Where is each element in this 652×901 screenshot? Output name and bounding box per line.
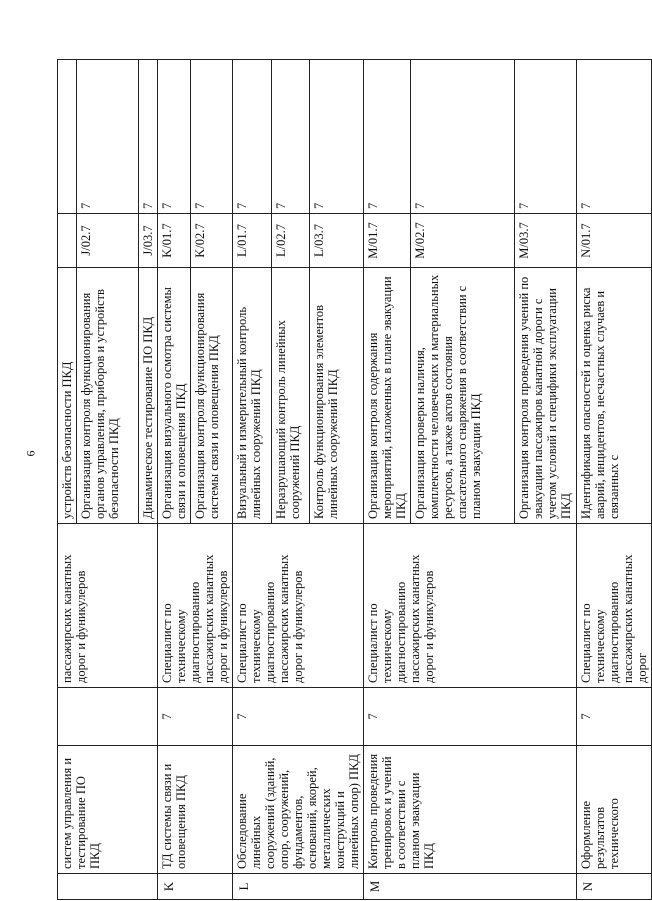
qualification: Специалист по техническому диагностированию пассажирских канатных дорог и фуникулеров [158,524,233,688]
functions-table [57,59,652,900]
functions-table-rotated [57,60,649,900]
qualification: Специалист по техническому диагностированию пассажирских канатных дорог [577,524,652,688]
function-level [58,688,158,746]
qualification: Специалист по техническому диагностированию пассажирских канатных дорог и фуникулеров [364,524,577,688]
generalized-function: Оформление результатов технического [577,746,652,874]
qualification: пассажирских канатных дорог и фуникулеров [58,524,158,688]
labor-function-code: L/03.7 [310,214,364,268]
labor-function-level: 7 [191,60,233,214]
labor-function-level [58,60,77,214]
labor-function-level: 7 [158,60,191,214]
labor-function: Неразрушающий контроль линейных сооружений ПКД [271,268,310,524]
labor-function-code: M/02.7 [411,214,515,268]
labor-function: Организация контроля функционирования органов управления, приборов и устройств безопасности ПКД [77,268,139,524]
labor-function: Идентификация опасностей и оценка риска аварий, инцидентов, несчастных случаев и связанных с [577,268,652,524]
labor-function-level: 7 [577,60,652,214]
function-level: 7 [158,688,233,746]
labor-function: Организация контроля проведения учений по эвакуации пассажиров канатной дороги с учетом условий и специфики эксплуатации ПКД [515,268,577,524]
generalized-function: Контроль проведения тренировок и учений в соответствии с планом эвакуации ПКД [364,746,577,874]
labor-function: Контроль функционирования элементов линейных сооружений ПКД [310,268,364,524]
labor-function-level: 7 [411,60,515,214]
row-code [58,874,158,900]
labor-function-code: K/02.7 [191,214,233,268]
row-code: N [577,874,652,900]
labor-function-code: L/01.7 [233,214,272,268]
labor-function: устройств безопасности ПКД [58,268,77,524]
labor-function-code: M/01.7 [364,214,411,268]
table-row [58,60,77,900]
labor-function-level: 7 [233,60,272,214]
labor-function-code: M/03.7 [515,214,577,268]
row-code: K [158,874,233,900]
labor-function-code: L/02.7 [271,214,310,268]
labor-function-level: 7 [310,60,364,214]
labor-function: Организация визуального осмотра системы связи и оповещения ПКД [158,268,191,524]
row-code: M [364,874,577,900]
page-number: 6 [23,450,38,457]
row-code: L [233,874,364,900]
table-row [577,60,652,900]
function-level: 7 [233,688,364,746]
generalized-function: ТД системы связи и оповещения ПКД [158,746,233,874]
table-row [233,60,272,900]
labor-function-code: N/01.7 [577,214,652,268]
generalized-function: систем управления и тестирование ПО ПКД [58,746,158,874]
labor-function-level: 7 [139,60,158,214]
function-level: 7 [577,688,652,746]
labor-function-code: J/03.7 [139,214,158,268]
labor-function-code: J/02.7 [77,214,139,268]
qualification: Специалист по техническому диагностированию пассажирских канатных дорог и фуникулеров [233,524,364,688]
table-row [364,60,411,900]
table-row [158,60,191,900]
labor-function-level: 7 [271,60,310,214]
function-level: 7 [364,688,577,746]
generalized-function: Обследование линейных сооружений (зданий, опор, сооружений, фундаментов, оснований, якорей, металлических конструкций и линейных опор) ПКД [233,746,364,874]
labor-function: Организация контроля содержания мероприятий, изложенных в плане эвакуации ПКД [364,268,411,524]
labor-function: Организация контроля функционирования системы связи и оповещения ПКД [191,268,233,524]
labor-function-level: 7 [515,60,577,214]
labor-function-code [58,214,77,268]
labor-function-level: 7 [364,60,411,214]
labor-function: Динамическое тестирование ПО ПКД [139,268,158,524]
labor-function: Организация проверки наличия, комплектности человеческих и материальных ресурсов, а также актов состояния спасательного снаряжения в соответствии с планом эвакуации ПКД [411,268,515,524]
labor-function-level: 7 [77,60,139,214]
labor-function: Визуальный и измерительный контроль линейных сооружений ПКД [233,268,272,524]
rotated-page-area [57,60,649,900]
labor-function-code: K/01.7 [158,214,191,268]
